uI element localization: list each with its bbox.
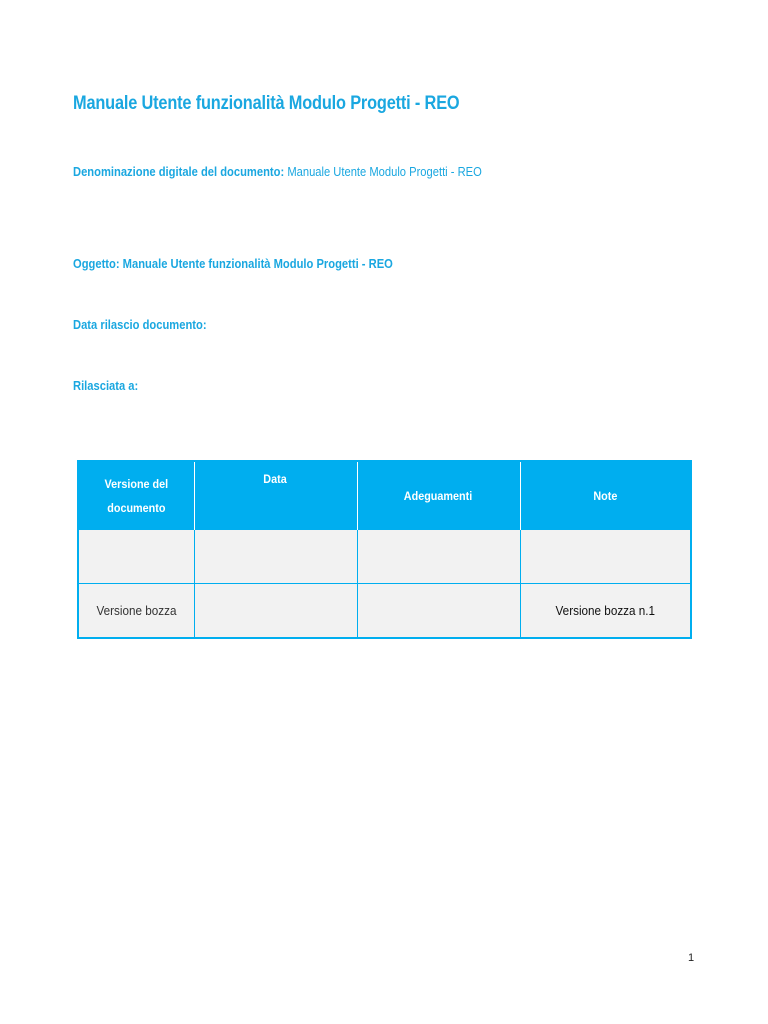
data-rilascio-field bbox=[73, 317, 207, 332]
page-number: 1 bbox=[688, 952, 695, 964]
table-cell-note: Versione bozza n.1 bbox=[520, 584, 691, 639]
denominazione-label: Denominazione digitale del documento: bbox=[73, 164, 285, 179]
table-row bbox=[78, 584, 691, 639]
header-versione bbox=[78, 461, 194, 530]
header-adeguamenti bbox=[357, 461, 520, 530]
header-data bbox=[194, 461, 357, 530]
document-title: Manuale Utente funzionalità Modulo Progetti - REO bbox=[73, 93, 460, 114]
table-header-row bbox=[78, 461, 691, 530]
oggetto-field bbox=[73, 256, 393, 271]
oggetto-label: Oggetto: Manuale Utente funzionalità Modulo Progetti - REO bbox=[73, 256, 393, 271]
denominazione-field bbox=[73, 164, 482, 179]
table-cell-versione: Versione bozza bbox=[78, 584, 194, 639]
table-cell-adeguamenti bbox=[357, 530, 520, 584]
table-cell-data bbox=[194, 530, 357, 584]
header-note-label: Note bbox=[593, 488, 618, 503]
rilasciata-label: Rilasciata a: bbox=[73, 378, 139, 393]
header-adeguamenti-label: Adeguamenti bbox=[404, 488, 473, 503]
header-data-label: Data bbox=[263, 472, 288, 486]
header-versione-line1: Versione del bbox=[104, 476, 169, 491]
table-cell-versione bbox=[78, 530, 194, 584]
table-row bbox=[78, 530, 691, 584]
rilasciata-field bbox=[73, 378, 138, 393]
header-versione-line2: documento bbox=[107, 500, 166, 515]
versions-table bbox=[77, 460, 692, 639]
table-cell-adeguamenti bbox=[357, 584, 520, 639]
denominazione-value: Manuale Utente Modulo Progetti - REO bbox=[287, 164, 482, 179]
table-cell-data bbox=[194, 584, 357, 639]
header-note bbox=[520, 461, 691, 530]
data-rilascio-label: Data rilascio documento: bbox=[73, 317, 207, 332]
table-cell-note bbox=[520, 530, 691, 584]
